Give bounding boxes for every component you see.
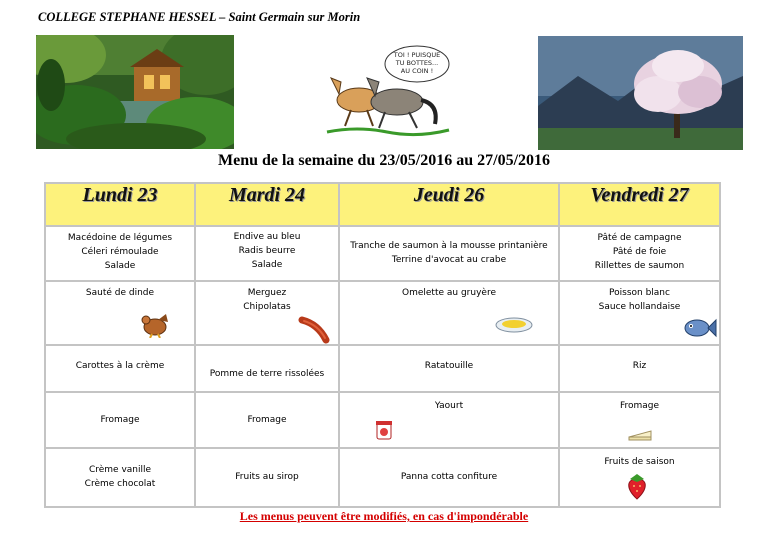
sausage-icon bbox=[298, 314, 334, 344]
day-header-friday: Vendredi 27 bbox=[559, 183, 720, 226]
dairy-cell-monday bbox=[46, 393, 194, 427]
table-row bbox=[45, 345, 720, 392]
svg-text:TU BOTTES...: TU BOTTES... bbox=[395, 59, 439, 67]
dish-text: Ratatouille bbox=[424, 361, 474, 371]
dish-text: Endive au bleu bbox=[233, 232, 301, 242]
dish-text: Pomme de terre rissolées bbox=[209, 369, 325, 379]
dish-text: Fromage bbox=[100, 415, 140, 425]
dessert-cell-monday bbox=[46, 449, 194, 491]
main-cell-tuesday bbox=[196, 282, 338, 344]
dish-text: Merguez bbox=[247, 288, 287, 298]
jungle-cabin-photo bbox=[36, 35, 234, 149]
dish-text: Radis beurre bbox=[238, 246, 296, 256]
dessert-cell-thursday bbox=[340, 449, 558, 484]
dish-text: Pâté de foie bbox=[612, 247, 667, 257]
main-cell-friday bbox=[560, 282, 719, 344]
svg-text:TOI ! PUISQUE: TOI ! PUISQUE bbox=[393, 51, 441, 59]
starter-cell-tuesday bbox=[196, 227, 338, 272]
cherry-tree-photo bbox=[538, 36, 743, 150]
dish-text: Chipolatas bbox=[243, 302, 291, 312]
dish-text: Riz bbox=[632, 361, 647, 371]
dish-text: Yaourt bbox=[434, 401, 464, 411]
dish-text: Salade bbox=[251, 260, 283, 270]
side-cell-friday bbox=[560, 346, 719, 373]
dish-text: Rillettes de saumon bbox=[594, 261, 685, 271]
disclaimer-footer: Les menus peuvent être modifiés, en cas d'impondérable bbox=[239, 509, 529, 523]
menu-table bbox=[44, 182, 721, 508]
dish-text: Terrine d'avocat au crabe bbox=[391, 255, 507, 265]
day-header-tuesday: Mardi 24 bbox=[195, 183, 339, 226]
dish-text: Fruits de saison bbox=[604, 457, 675, 467]
starter-cell-monday bbox=[46, 227, 194, 273]
main-cell-thursday bbox=[340, 282, 558, 344]
menu-title: Menu de la semaine du 23/05/2016 au 27/05/2016 bbox=[217, 152, 551, 169]
dish-text: Sauce hollandaise bbox=[598, 302, 681, 312]
side-cell-tuesday bbox=[196, 346, 338, 381]
strawberry-icon bbox=[624, 471, 650, 501]
omelette-icon bbox=[494, 314, 534, 334]
day-header-row bbox=[45, 183, 720, 226]
dish-text: Tranche de saumon à la mousse printanière bbox=[350, 241, 548, 251]
dish-text: Fruits au sirop bbox=[235, 472, 299, 482]
school-name: COLLEGE STEPHANE HESSEL – Saint Germain sur Morin bbox=[38, 10, 361, 24]
dish-text: Macédoine de légumes bbox=[67, 233, 173, 243]
side-cell-monday bbox=[46, 346, 194, 373]
starter-cell-friday bbox=[560, 227, 719, 273]
table-row bbox=[45, 392, 720, 448]
dairy-cell-thursday bbox=[340, 393, 558, 447]
dish-text: Salade bbox=[104, 261, 136, 271]
fish-icon bbox=[682, 314, 718, 342]
day-header-monday: Lundi 23 bbox=[45, 183, 195, 226]
main-cell-monday bbox=[46, 282, 194, 344]
yogurt-icon bbox=[374, 419, 394, 441]
table-row bbox=[45, 281, 720, 345]
table-row bbox=[45, 448, 720, 507]
dish-text: Sauté de dinde bbox=[85, 288, 155, 298]
dish-text: Poisson blanc bbox=[609, 288, 670, 298]
svg-text:AU COIN !: AU COIN ! bbox=[400, 67, 434, 75]
table-row bbox=[45, 226, 720, 281]
dessert-cell-friday bbox=[560, 449, 719, 506]
dish-text: Céleri rémoulade bbox=[81, 247, 159, 257]
day-header-thursday: Jeudi 26 bbox=[339, 183, 559, 226]
dairy-cell-friday bbox=[560, 393, 719, 447]
dessert-cell-tuesday bbox=[196, 449, 338, 484]
side-cell-thursday bbox=[340, 346, 558, 373]
cheese-icon bbox=[627, 425, 653, 441]
starter-cell-thursday bbox=[340, 227, 558, 267]
dish-text: Pâté de campagne bbox=[597, 233, 682, 243]
dish-text: Fromage bbox=[619, 401, 660, 411]
dairy-cell-tuesday bbox=[196, 393, 338, 427]
dish-text: Omelette au gruyère bbox=[402, 288, 496, 298]
dish-text: Fromage bbox=[247, 415, 287, 425]
dish-text: Crème vanille bbox=[88, 465, 152, 475]
turkey-icon bbox=[138, 312, 172, 338]
horses-cartoon bbox=[317, 42, 459, 142]
dish-text: Panna cotta confiture bbox=[400, 472, 498, 482]
dish-text: Carottes à la crème bbox=[75, 361, 165, 371]
dish-text: Crème chocolat bbox=[84, 479, 156, 489]
